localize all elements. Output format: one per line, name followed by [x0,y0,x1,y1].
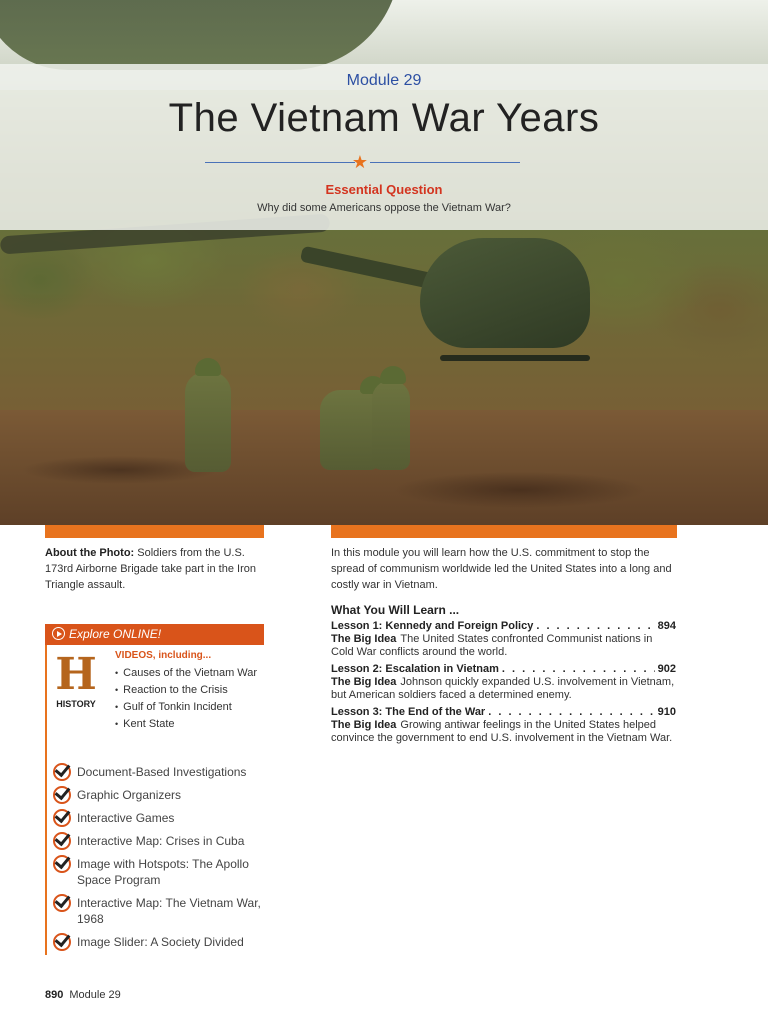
checkmark-icon [53,786,71,804]
lesson-title: Lesson 3: The End of the War [331,706,486,718]
lesson-page: 902 [657,663,676,675]
explore-sidebar-rule [45,645,47,955]
helicopter [420,238,590,348]
lesson-page: 910 [657,706,676,718]
video-item[interactable]: • Causes of the Vietnam War [115,665,257,682]
big-idea-text: Growing antiwar feelings in the United States helped convince the government to end U.S. involvement in the Vietnam War. [331,719,673,744]
resource-item[interactable] [53,856,273,888]
title-divider-right [370,162,520,163]
videos-title: VIDEOS, including... [115,650,212,661]
leader-dots [488,706,654,719]
explore-online-header[interactable] [45,624,264,645]
page-footer [45,989,121,1001]
page-number: 890 [45,989,64,1001]
module-intro: In this module you will learn how the U.S. commitment to stop the spread of communism worldwide led the United States into a long and costly war in Vietnam. [331,547,672,591]
accent-bar-right [331,525,677,538]
footer-module: Module 29 [69,989,121,1001]
video-item[interactable]: • Reaction to the Crisis [115,682,257,699]
resource-label: Interactive Games [77,811,175,825]
online-resource-list [53,764,273,957]
page-title: The Vietnam War Years [168,96,600,140]
checkmark-icon [53,832,71,850]
resource-item[interactable] [53,787,273,803]
resource-label: Image with Hotspots: The Apollo Space Program [77,857,249,887]
accent-bar-left [45,525,264,538]
lesson-page: 894 [657,620,676,632]
checkmark-icon [53,809,71,827]
history-h-icon: H [55,649,97,700]
lesson-entry [331,706,676,745]
explore-online-label: Explore ONLINE! [69,627,162,641]
big-idea-text: The United States confronted Communist nations in Cold War conflicts around the world. [331,633,653,658]
big-idea-label: The Big Idea [331,719,397,731]
resource-label: Image Slider: A Society Divided [77,935,244,949]
resource-label: Graphic Organizers [77,788,182,802]
resource-label: Interactive Map: The Vietnam War, 1968 [77,896,261,926]
leader-dots [536,620,654,633]
checkmark-icon [53,894,71,912]
star-icon: ★ [351,152,369,172]
history-logo-word: HISTORY [56,699,96,709]
checkmark-icon [53,933,71,951]
lesson-title: Lesson 1: Kennedy and Foreign Policy [331,620,534,632]
lesson-title: Lesson 2: Escalation in Vietnam [331,663,499,675]
lesson-entry [331,620,676,659]
video-item[interactable]: • Gulf of Tonkin Incident [115,699,257,716]
big-idea-label: The Big Idea [331,633,397,645]
soldier-figure [185,372,231,472]
lesson-title-line[interactable] [331,706,676,719]
photo-caption-text: Soldiers from the U.S. 173rd Airborne Brigade take part in the Iron Triangle assault. [45,547,256,591]
title-banner [0,64,768,230]
title-divider-left [205,162,355,163]
soldier-figure [320,390,380,470]
big-idea-label: The Big Idea [331,676,397,688]
resource-item[interactable] [53,764,273,780]
play-icon [52,627,65,640]
big-idea-text: Johnson quickly expanded U.S. involvement in Vietnam, but American soldiers faced a determined enemy. [331,676,675,701]
photo-caption-label: About the Photo: [45,547,135,559]
essential-question-label: Essential Question [325,182,443,197]
lesson-big-idea [331,719,676,745]
checkmark-icon [53,855,71,873]
lesson-title-line[interactable] [331,620,676,633]
what-you-will-learn-heading: What You Will Learn ... [331,603,460,617]
resource-item[interactable] [53,833,273,849]
helicopter-skid [440,355,590,361]
video-list [115,665,257,733]
resource-label: Document-Based Investigations [77,765,247,779]
resource-item[interactable] [53,810,273,826]
lesson-title-line[interactable] [331,663,676,676]
module-label: Module 29 [346,72,422,89]
leader-dots [502,663,655,676]
essential-question: Why did some Americans oppose the Vietnam War? [257,202,511,214]
checkmark-icon [53,763,71,781]
resource-item[interactable] [53,895,273,927]
photo-caption [45,545,270,593]
history-logo [51,649,101,713]
video-item[interactable]: • Kent State [115,716,257,733]
resource-label: Interactive Map: Crises in Cuba [77,834,245,848]
lesson-big-idea [331,676,676,702]
lesson-big-idea [331,633,676,659]
lesson-entry [331,663,676,702]
soldier-figure [372,380,410,470]
resource-item[interactable] [53,934,273,950]
